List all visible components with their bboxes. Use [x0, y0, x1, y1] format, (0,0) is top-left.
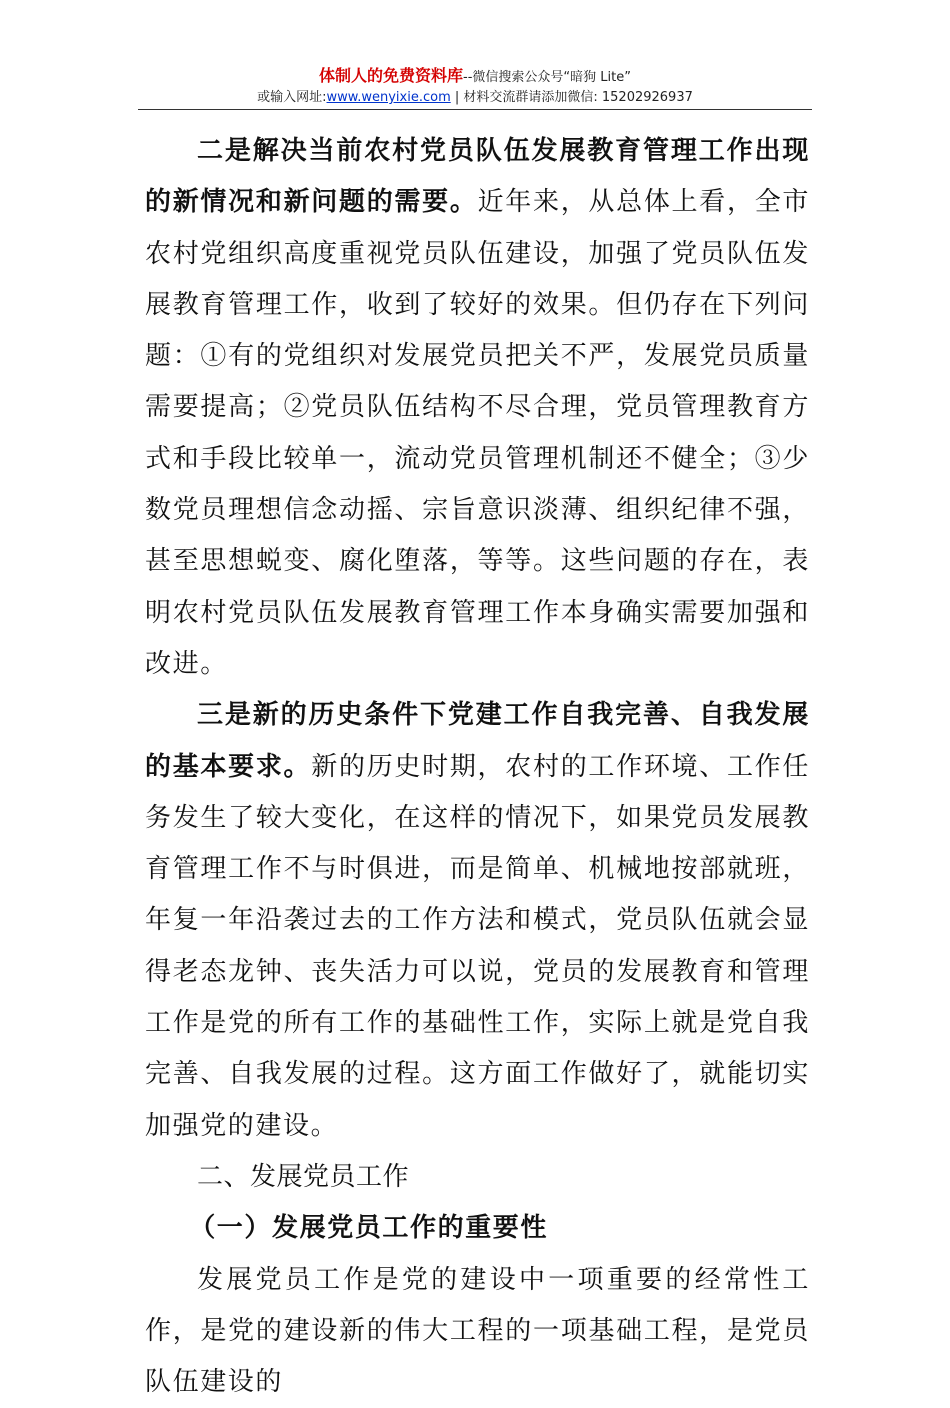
paragraph-text: 近年来，从总体上看，全市农村党组织高度重视党员队伍建设，加强了党员队伍发展教育管理工作，收到了较好的效果。但仍存在下列问题：①有的党组织对发展党员把关不严，发展党员质量需要提高；②党员队伍结构不尽合理，党员管理教育方式和手段比较单一，流动党员管理机制还不健全；③少数党员理想信念动摇、宗旨意识淡薄、组织纪律不强，甚至思想蜕变、腐化堕落，等等。这些问题的存在，表明农村党员队伍发展教育管理工作本身确实需要加强和改进。	[145, 187, 811, 679]
paragraph-importance: 发展党员工作是党的建设中一项重要的经常性工作，是党的建设新的伟大工程的一项基础工程，是党员队伍建设的	[145, 1264, 810, 1398]
header-url-prefix: 或输入网址:	[257, 90, 327, 105]
document-body	[145, 126, 810, 1408]
header-brand: 体制人的免费资料库	[319, 66, 464, 85]
header-contact-line	[0, 89, 950, 107]
paragraph-second-point	[145, 126, 810, 690]
header-tagline: --微信搜索公众号“暗狗 Lite”	[463, 70, 631, 85]
paragraph-lead-bold: 三是新的历史条件下党建工作自我完善、自我发展的基本要求。	[145, 700, 810, 782]
header-divider	[138, 109, 812, 110]
paragraph-third-point	[145, 690, 810, 1152]
header-website-link[interactable]: www.wenyixie.com	[326, 90, 451, 105]
section-heading: 二、发展党员工作	[197, 1161, 410, 1192]
paragraph-text: 新的历史时期，农村的工作环境、工作任务发生了较大变化，在这样的情况下，如果党员发展教育管理工作不与时俱进，而是简单、机械地按部就班，年复一年沿袭过去的工作方法和模式，党员队伍就会显得老态龙钟、丧失活力可以说，党员的发展教育和管理工作是党的所有工作的基础性工作，实际上就是党自我完善、自我发展的过程。这方面工作做好了，就能切实加强党的建设。	[145, 751, 810, 1141]
page-header	[0, 66, 950, 107]
header-title-line	[0, 66, 950, 86]
paragraph-lead-bold: 二是解决当前农村党员队伍发展教育管理工作出现的新情况和新问题的需要。	[145, 136, 810, 218]
header-contact: | 材料交流群请添加微信: 15202926937	[450, 90, 693, 105]
subsection-heading: （一）发展党员工作的重要性	[189, 1213, 548, 1244]
